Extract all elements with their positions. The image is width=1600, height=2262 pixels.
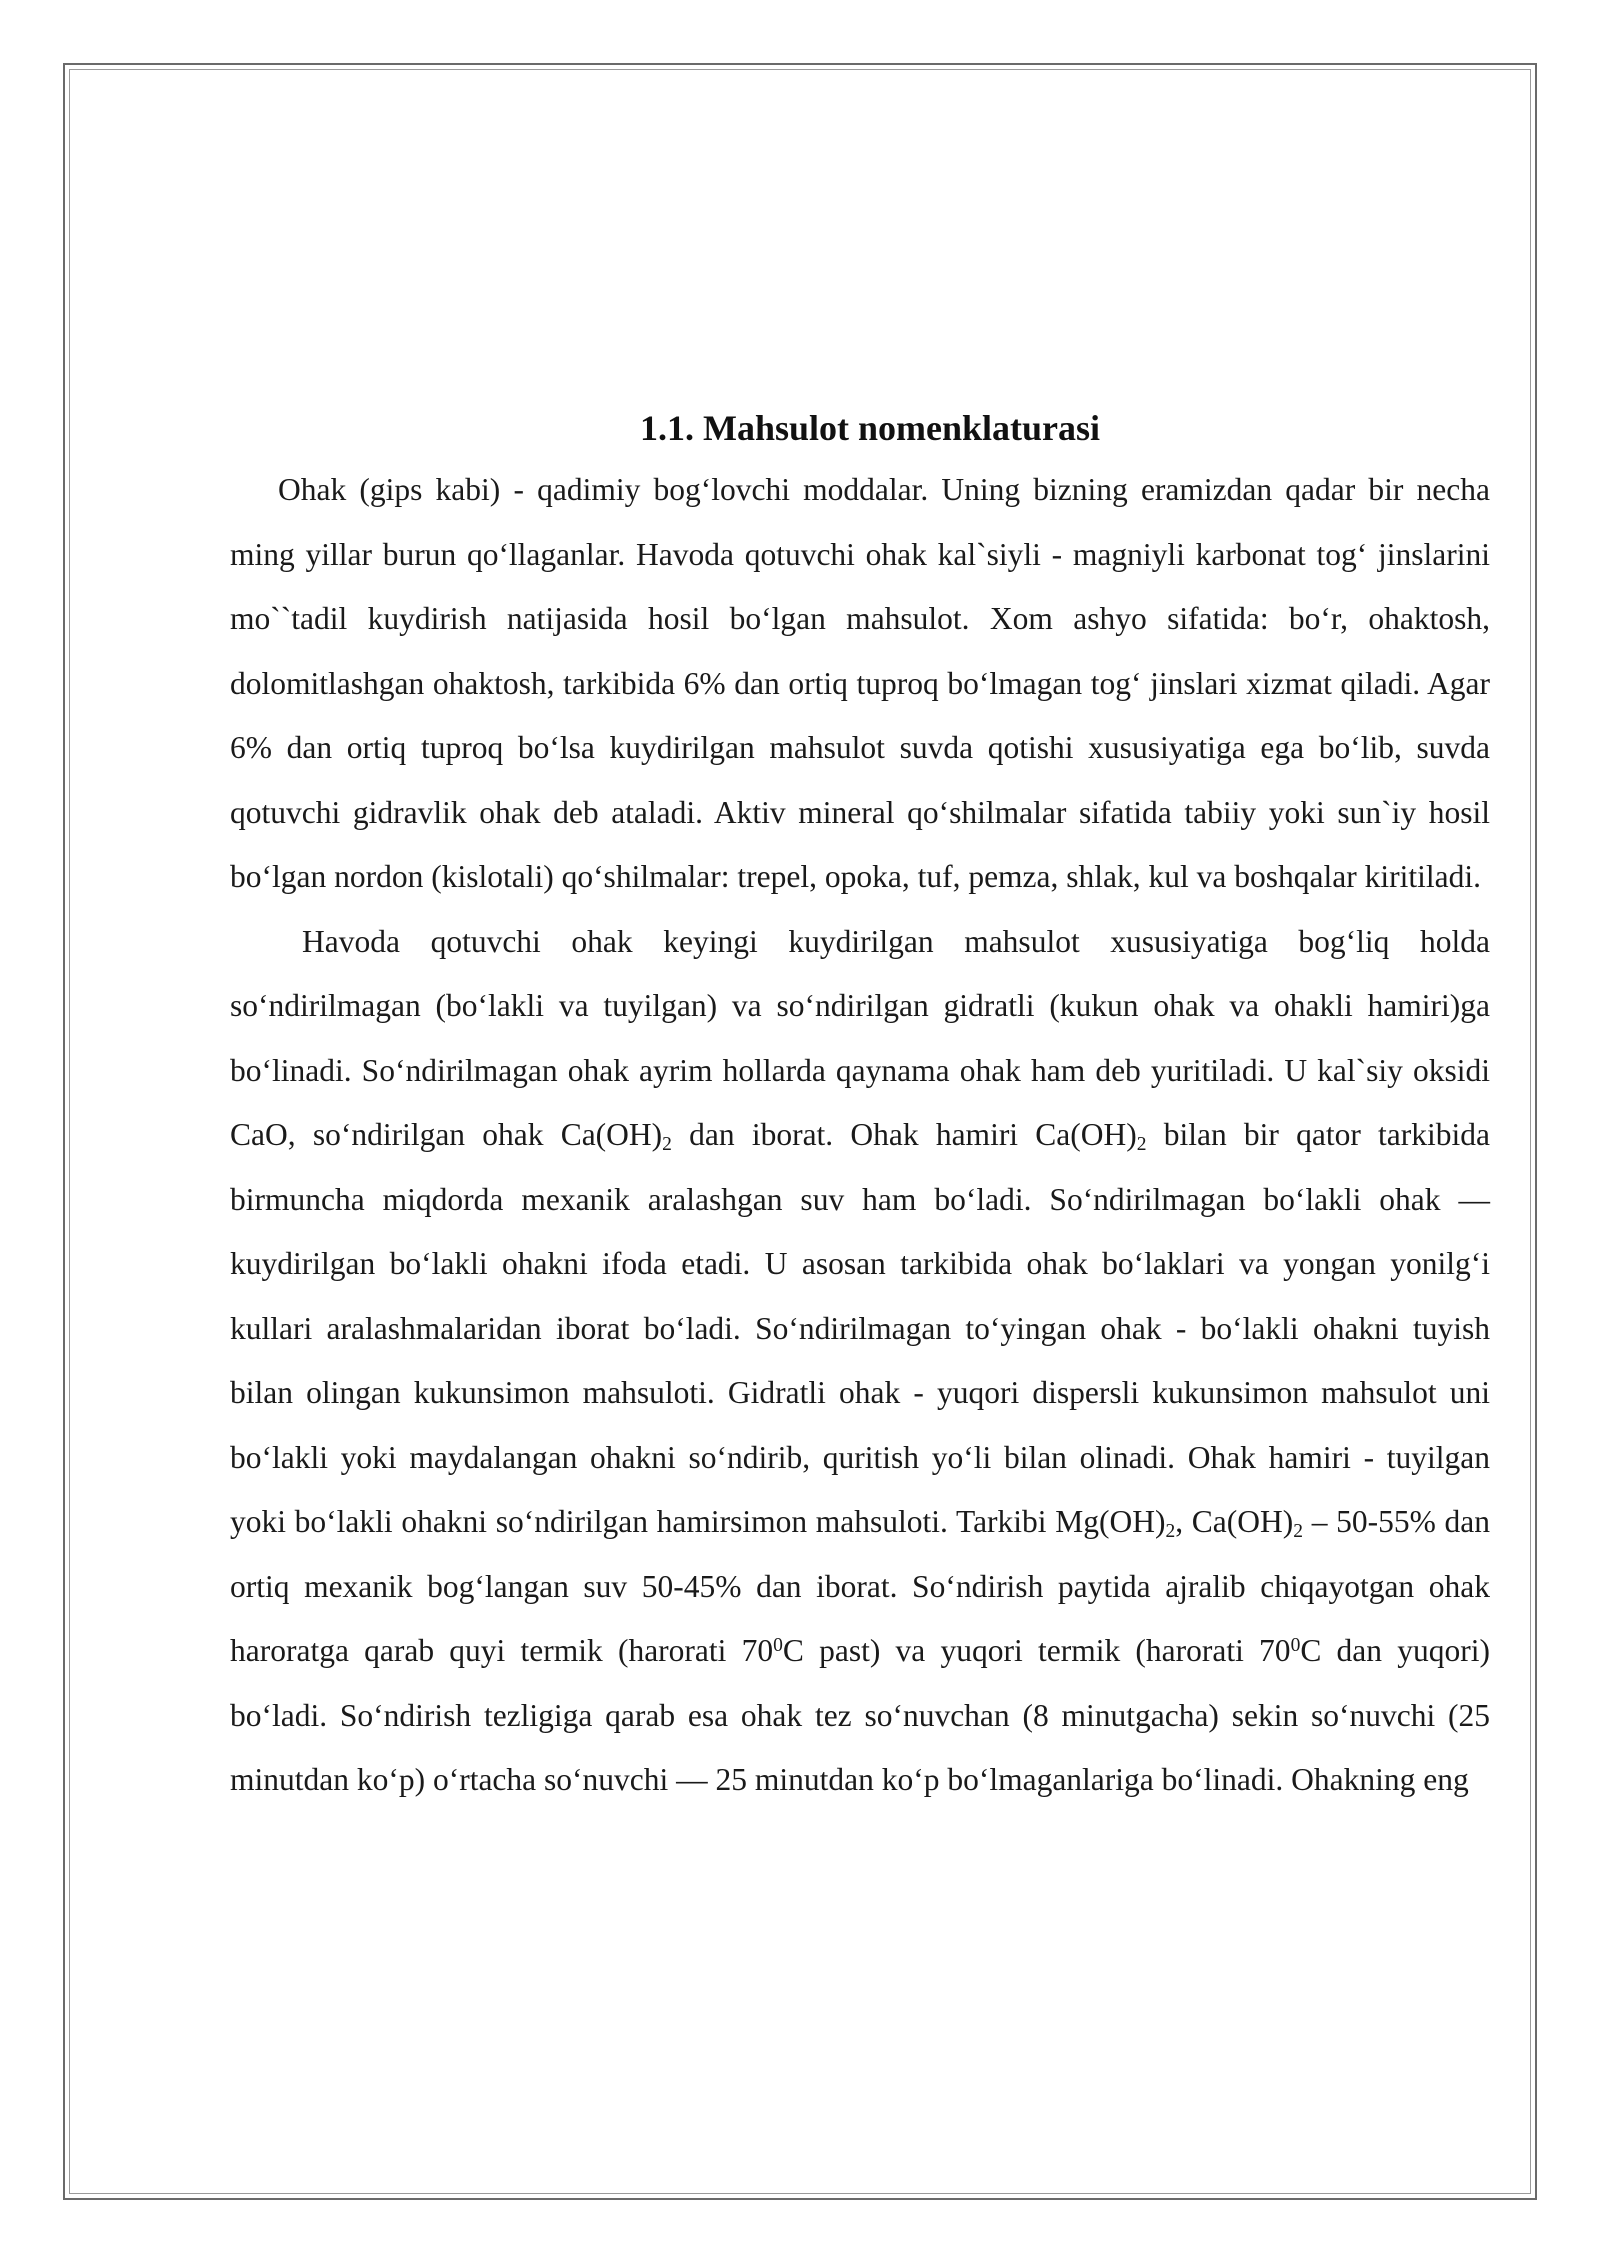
subscript: 2: [662, 1134, 672, 1156]
text-run: C dan yuqori) bo‘ladi. So‘ndirish tezligiga qarab esa ohak tez so‘nuvchan (8 minutgacha) sekin so‘nuvchi (25 minutdan ko‘p) o‘rtacha so‘nuvchi — 25 minutdan ko‘p bo‘lmaganlariga bo‘linadi. Ohakning eng: [230, 1633, 1490, 1797]
paragraph-1: Ohak (gips kabi) - qadimiy bog‘lovchi moddalar. Uning bizning eramizdan qadar bir necha ming yillar burun qo‘llaganlar. Havoda qotuvchi ohak kal`siyli - magniyli karbonat tog‘ jinslarini mo``tadil kuydirish natijasida hosil bo‘lgan mahsulot. Xom ashyo sifatida: bo‘r, ohaktosh, dolomitlashgan ohaktosh, tarkibida 6% dan ortiq tuproq bo‘lmagan tog‘ jinslari xizmat qiladi. Agar 6% dan ortiq tuproq bo‘lsa kuydirilgan mahsulot suvda qotishi xususiyatiga ega bo‘lib, suvda qotuvchi gidravlik ohak deb ataladi. Aktiv mineral qo‘shilmalar sifatida tabiiy yoki sun`iy hosil bo‘lgan nordon (kislotali) qo‘shilmalar: trepel, opoka, tuf, pemza, shlak, kul va boshqalar kiritiladi.: [230, 472, 1490, 894]
paragraph-2: [230, 910, 1490, 1813]
text-run: Havoda qotuvchi ohak keyingi kuydirilgan mahsulot xususiyatiga bog‘liq holda so‘ndirilmagan (bo‘lakli va tuyilgan) va so‘ndirilgan gidratli (kukun ohak va ohakli hamiri)ga bo‘linadi. So‘ndirilmagan ohak ayrim hollarda qaynama ohak ham deb yuritiladi. U kal`siy oksidi CaO, so‘ndirilgan ohak Ca(OH): [230, 923, 1490, 1152]
subscript: 2: [1136, 1134, 1147, 1156]
text-run: bilan bir qator tarkibida birmuncha miqdorda mexanik aralashgan suv ham bo‘ladi. So‘ndirilmagan bo‘lakli ohak — kuydirilgan bo‘lakli ohakni ifoda etadi. U asosan tarkibida ohak bo‘laklari va yongan yonilg‘i kullari aralashmalaridan iborat bo‘ladi. So‘ndirilmagan to‘yingan ohak - bo‘lakli ohakni tuyish bilan olingan kukunsimon mahsuloti. Gidratli ohak - yuqori dispersli kukunsimon mahsulot uni bo‘lakli yoki maydalangan ohakni so‘ndirib, quritish yo‘li bilan olinadi. Ohak hamiri - tuyilgan yoki bo‘lakli ohakni so‘ndirilgan hamirsimon mahsuloti. Tarkibi Mg(OH): [230, 1117, 1490, 1539]
text-run: dan iborat. Ohak hamiri Ca(OH): [671, 1117, 1137, 1152]
document-body: [230, 398, 1490, 1813]
subscript: 2: [1293, 1521, 1304, 1543]
subscript: 2: [1165, 1521, 1176, 1543]
text-run: – 50-55% dan ortiq mexanik bog‘langan suv 50-45% dan iborat. So‘ndirish paytida ajralib chiqayotgan ohak haroratga qarab quyi termik (harorati 70: [230, 1504, 1491, 1668]
superscript: 0: [1290, 1635, 1301, 1657]
superscript: 0: [773, 1635, 783, 1657]
section-heading: 1.1. Mahsulot nomenklaturasi: [639, 408, 1101, 448]
text-run: C past) va yuqori termik (harorati 70: [782, 1633, 1291, 1668]
text-run: , Ca(OH): [1175, 1504, 1294, 1539]
